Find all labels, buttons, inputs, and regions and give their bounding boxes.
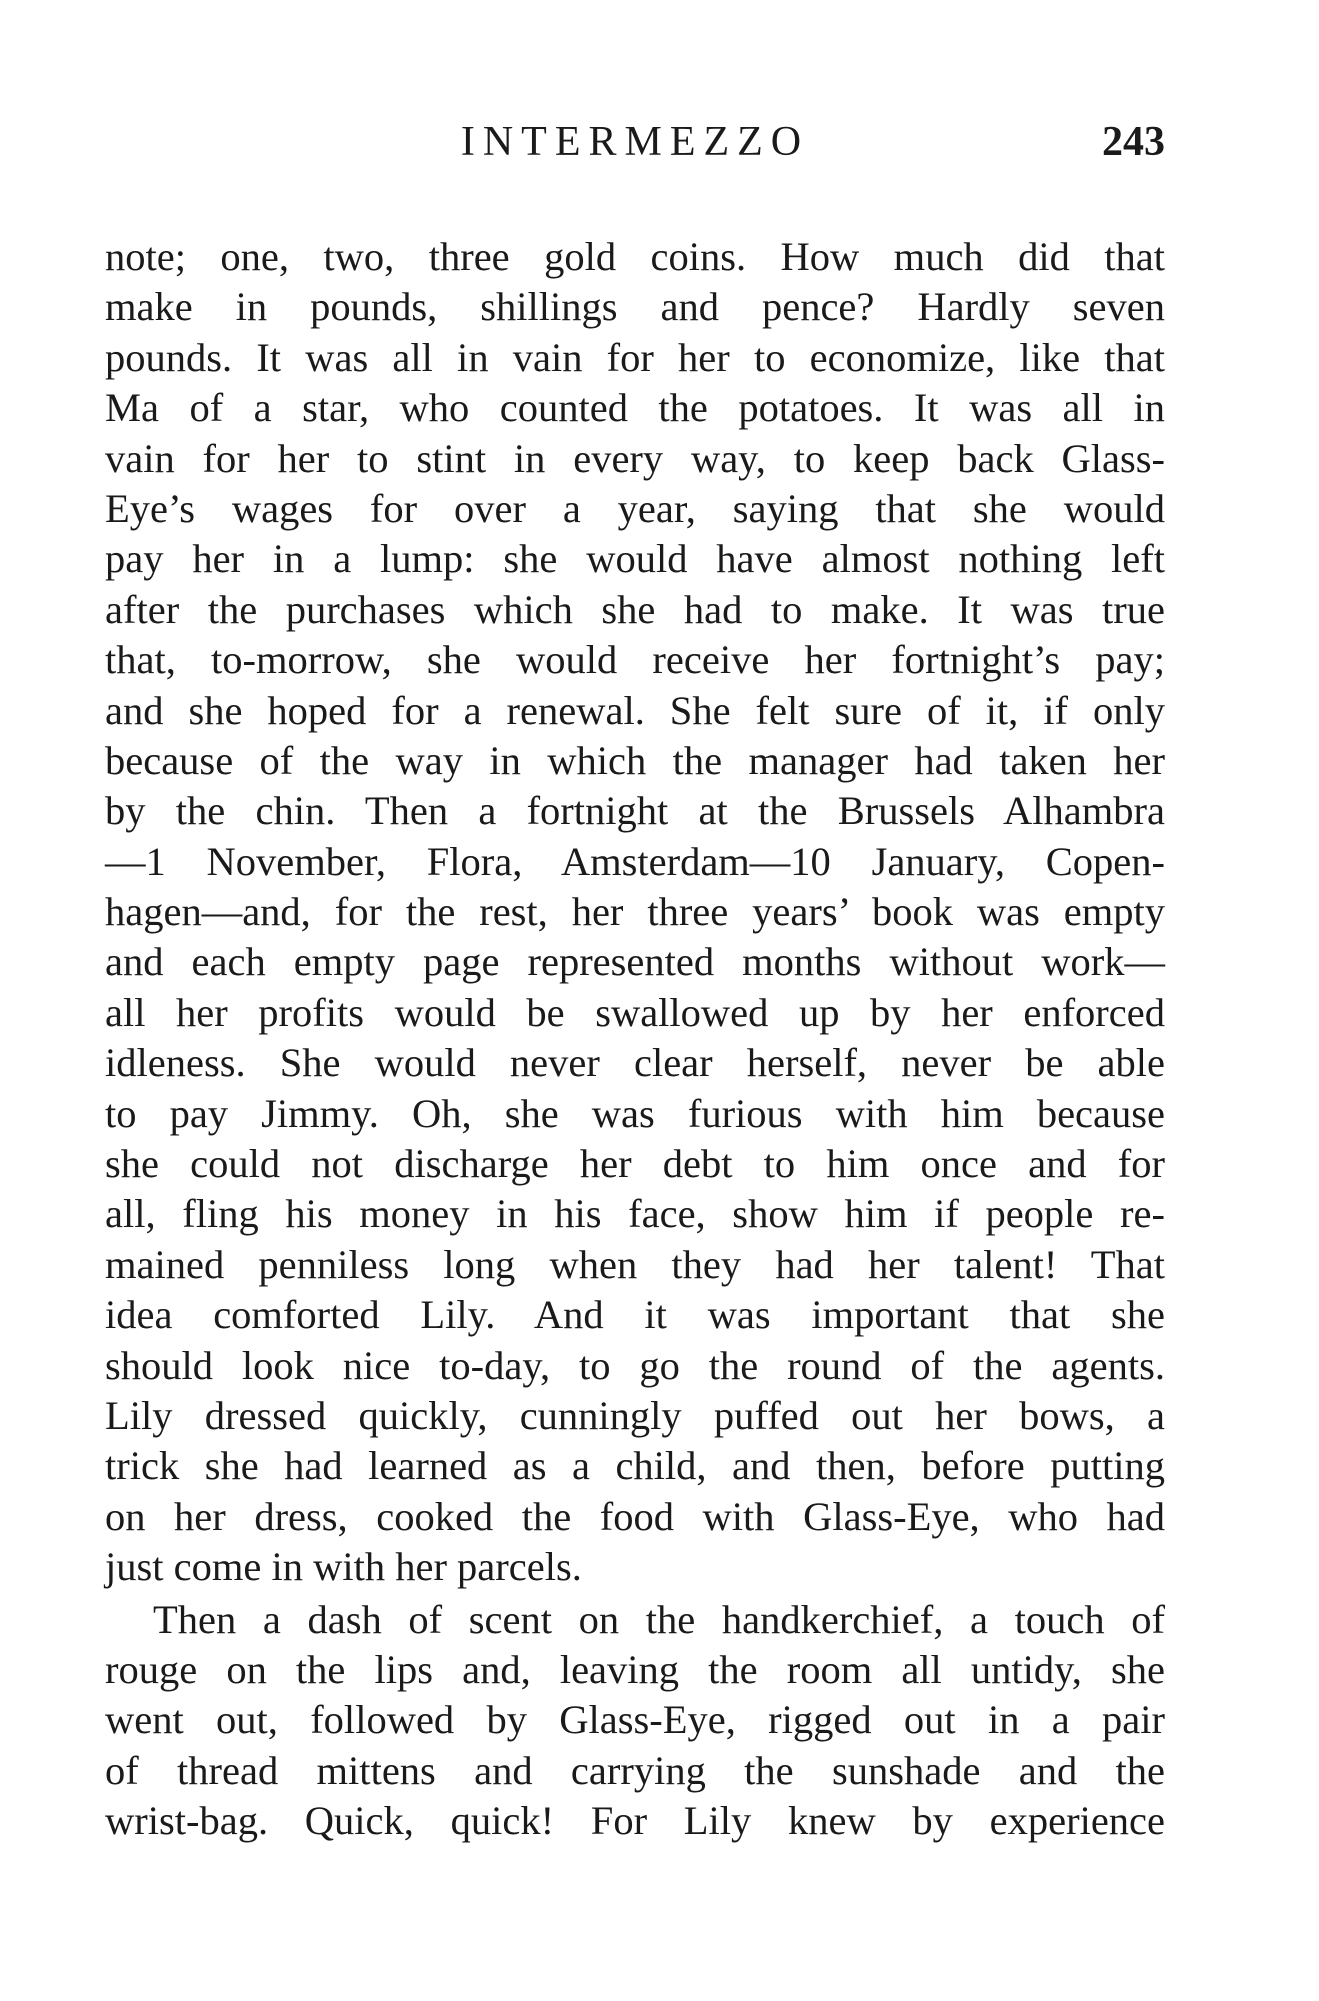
text-line: and she hoped for a renewal. She felt sure of it, if only [105,687,1165,733]
body-text [105,232,1165,1847]
text-line: pay her in a lump: she would have almost nothing left [105,536,1165,582]
text-line: by the chin. Then a fortnight at the Brussels Alhambra [105,788,1165,834]
text-line: because of the way in which the manager had taken her [105,737,1165,783]
text-line: all her profits would be swallowed up by her enforced [105,989,1165,1035]
text-line: vain for her to stint in every way, to keep back Glass- [105,435,1165,481]
text-line: should look nice to-day, to go the round of the agents. [105,1342,1165,1388]
text-line: rouge on the lips and, leaving the room all untidy, she [105,1646,1165,1692]
text-line: to pay Jimmy. Oh, she was furious with him because [105,1090,1165,1136]
text-line: idleness. She would never clear herself, never be able [105,1040,1165,1086]
text-line: Eye’s wages for over a year, saying that she would [105,485,1165,531]
text-line: idea comforted Lily. And it was important that she [105,1292,1165,1338]
paragraph-1 [105,232,1165,1593]
text-line: wrist-bag. Quick, quick! For Lily knew by experience [105,1798,1165,1844]
text-line: went out, followed by Glass-Eye, rigged out in a pair [105,1697,1165,1743]
text-line: make in pounds, shillings and pence? Hardly seven [105,284,1165,330]
text-line: after the purchases which she had to make. It was true [105,586,1165,632]
running-title: INTERMEZZO [460,119,810,165]
text-line: Then a dash of scent on the handkerchief, a touch of [153,1596,1165,1642]
text-line: trick she had learned as a child, and then, before putting [105,1443,1165,1489]
text-line: Lily dressed quickly, cunningly puffed out her bows, a [105,1392,1165,1438]
text-line: —1 November, Flora, Amsterdam—10 January, Copen- [105,838,1165,884]
text-line: of thread mittens and carrying the sunshade and the [105,1747,1165,1793]
text-line: on her dress, cooked the food with Glass-Eye, who had [105,1493,1165,1539]
page-number: 243 [1102,119,1165,165]
running-header [105,118,1165,178]
text-line: Ma of a star, who counted the potatoes. It was all in [105,385,1165,431]
text-line: pounds. It was all in vain for her to economize, like that [105,334,1165,380]
text-line: hagen—and, for the rest, her three years’ book was empty [105,889,1165,935]
text-line: that, to-morrow, she would receive her fortnight’s pay; [105,637,1165,683]
text-line: and each empty page represented months without work— [105,939,1165,985]
paragraph-2 [105,1595,1165,1847]
text-line: just come in with her parcels. [105,1544,582,1590]
text-line: note; one, two, three gold coins. How much did that [105,234,1165,279]
text-line: mained penniless long when they had her talent! That [105,1241,1165,1287]
text-line: all, fling his money in his face, show him if people re- [105,1191,1165,1237]
text-line: she could not discharge her debt to him once and for [105,1141,1165,1187]
